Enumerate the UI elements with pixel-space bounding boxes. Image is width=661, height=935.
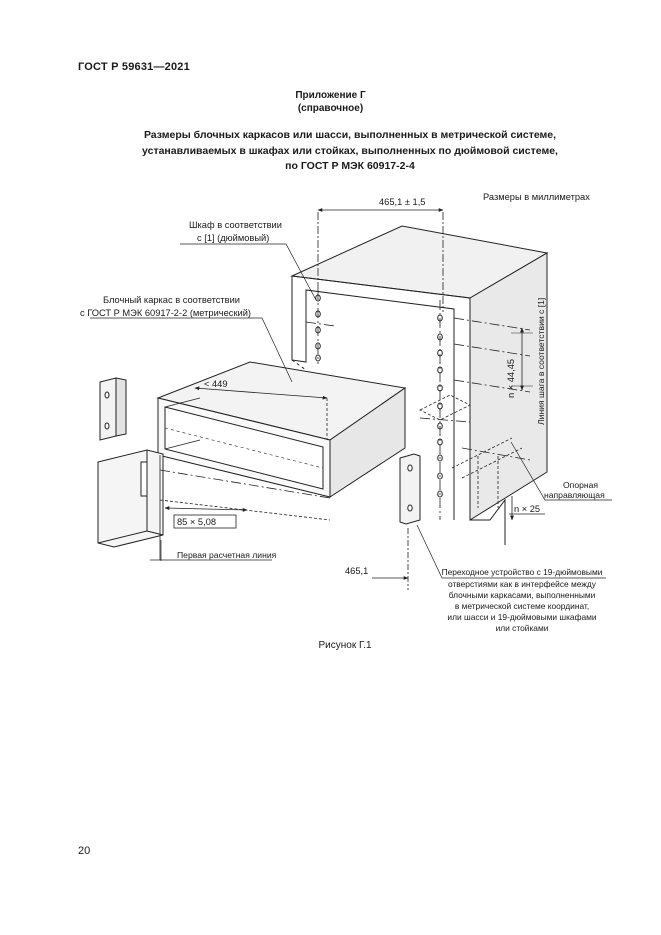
adapter-plate <box>400 454 420 524</box>
cabinet-label-line-1: Шкаф в соответствии <box>189 220 282 230</box>
figure-caption: Рисунок Г.1 <box>318 640 372 651</box>
adapter-label-line-6: или стойками <box>495 623 549 633</box>
adapter-label-line-4: в метрической системе координат, <box>454 601 590 611</box>
adapter-label-line-1: Переходное устройство с 19-дюймовыми <box>441 567 603 577</box>
heading-line-3: по ГОСТ Р МЭК 60917-2-4 <box>285 160 415 172</box>
dimension-pitch: 85 × 5,08 <box>177 517 217 527</box>
left-mounting-ear <box>100 378 126 440</box>
adapter-label-line-2: отверстиями как в интерфейсе между <box>447 579 597 589</box>
datum-line-label: Первая расчетная линия <box>177 550 277 560</box>
vertical-pitch-label: Линия шага в соответствии с [1] <box>536 297 546 425</box>
cabinet-label-line-2: с [1] (дюймовый) <box>197 233 270 243</box>
subrack-label-line-2: с ГОСТ Р МЭК 60917-2-2 (метрический) <box>80 308 252 318</box>
adapter-label-line-5: или шасси и 19-дюймовыми шкафами <box>447 612 597 622</box>
dimension-depth: < 449 <box>204 379 228 389</box>
heading-line-2: устанавливаемых в шкафах или стойках, выполненных по дюймовой системе, <box>142 144 558 157</box>
subrack-label-line-1: Блочный каркас в соответствии <box>103 295 240 305</box>
page-number: 20 <box>78 845 91 857</box>
guide-label-line-2: направляющая <box>544 490 605 500</box>
appendix-subtitle: (справочное) <box>297 103 364 114</box>
adapter-label-line-3: блочными каркасами, выполненными <box>448 590 596 600</box>
dimension-bottom-465: 465,1 <box>345 566 369 576</box>
appendix-title: Приложение Г <box>295 90 366 101</box>
front-panel <box>98 450 163 547</box>
dimension-top-465: 465,1 ± 1,5 <box>379 197 426 207</box>
units-note: Размеры в миллиметрах <box>483 192 590 202</box>
dimension-n-25: n × 25 <box>514 504 541 514</box>
heading-line-1: Размеры блочных каркасов или шасси, выполненных в метрической системе, <box>143 129 557 141</box>
dimension-n-44-45: n × 44,45 <box>506 358 516 398</box>
document-standard-header: ГОСТ Р 59631—2021 <box>78 61 190 73</box>
subrack-drawing <box>158 362 405 497</box>
guide-label-line-1: Опорная <box>563 480 599 490</box>
